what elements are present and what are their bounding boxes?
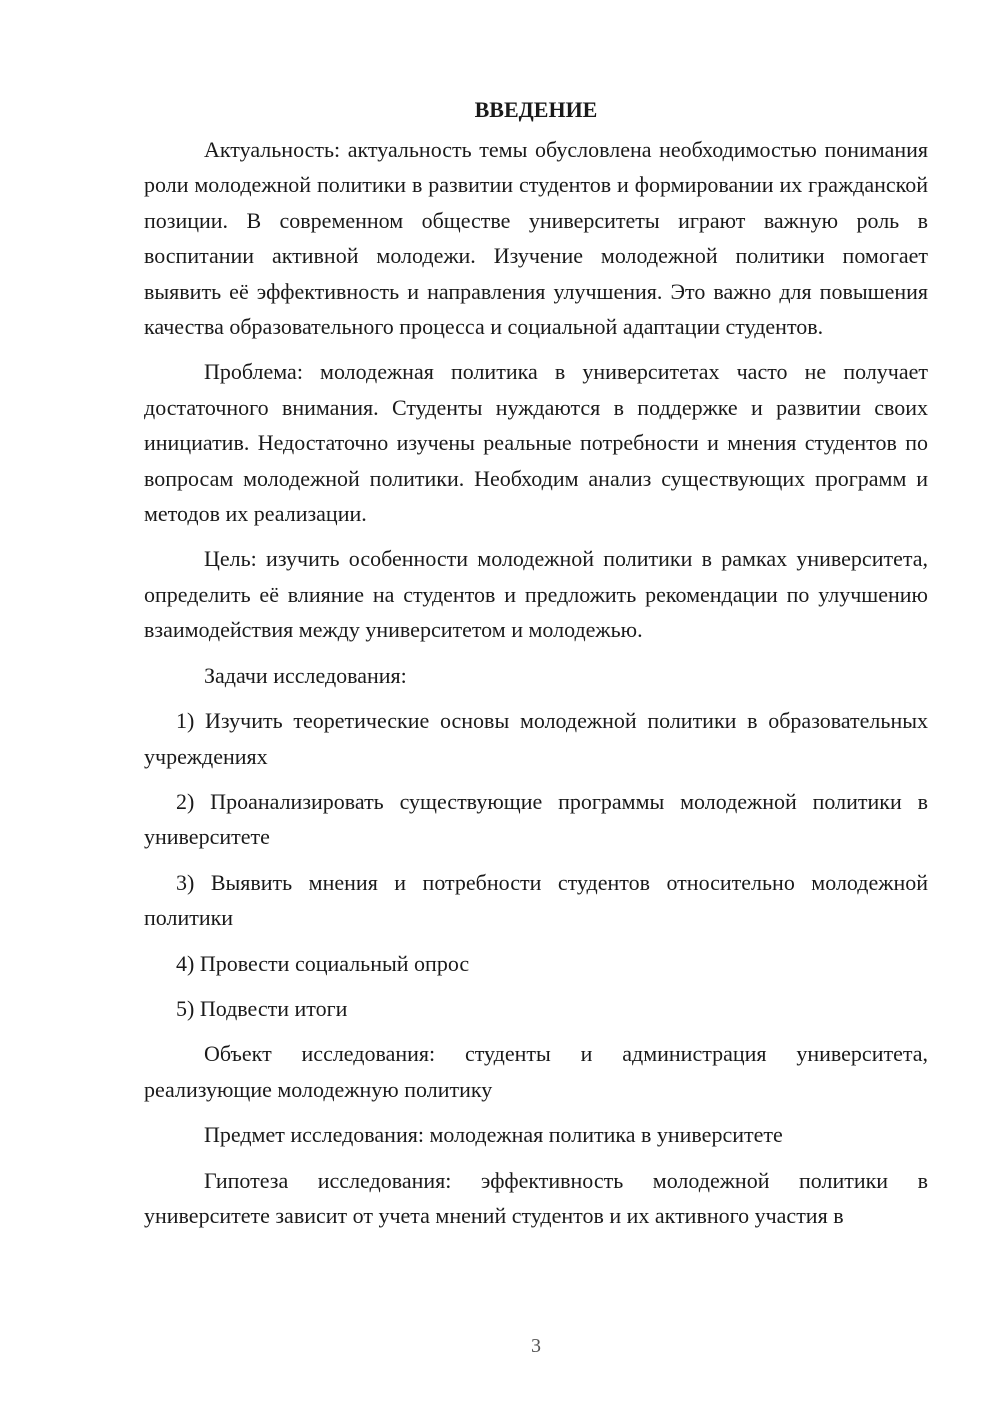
paragraph-object: Объект исследования: студенты и администрация университета, реализующие молодежную политику [144,1041,928,1102]
paragraph-relevance: Актуальность: актуальность темы обусловлена необходимостью понимания роли молодежной политики в развитии студентов и формировании их гражданской позиции. В современном обществе университеты играют важную роль в воспитании активной молодежи. Изучение молодежной политики помогает выявить её эффективность и направления улучшения. Это важно для повышения качества образовательного процесса и социальной адаптации студентов. [144,137,928,340]
section-heading: ВВЕДЕНИЕ [474,97,598,122]
paragraph-goal: Цель: изучить особенности молодежной политики в рамках университета, определить её влияние на студентов и предложить рекомендации по улучшению взаимодействия между университетом и молодежью. [144,546,928,643]
task-item-2: 2) Проанализировать существующие программы молодежной политики в университете [144,788,928,850]
paragraph-subject: Предмет исследования: молодежная политика в университете [204,1122,783,1148]
task-item-1: 1) Изучить теоретические основы молодежной политики в образовательных учреждениях [144,708,928,769]
paragraph-problem: Проблема: молодежная политика в университетах часто не получает достаточного внимания. Студенты нуждаются в поддержке и развитии своих инициатив. Недостаточно изучены реальные потребности и мнения студентов по вопросам молодежной политики. Необходим анализ существующих программ и методов их реализации. [144,359,928,527]
document-page [144,92,928,1233]
task-item-4: 4) Провести социальный опрос [176,950,470,976]
page-number: 3 [531,1335,541,1357]
task-item-5: 5) Подвести итоги [176,995,348,1021]
paragraph-hypothesis: Гипотеза исследования: эффективность молодежной политики в университете зависит от учета мнений студентов и их активного участия в [144,1167,928,1228]
tasks-title: Задачи исследования: [204,662,407,688]
task-item-3: 3) Выявить мнения и потребности студентов относительно молодежной политики [144,869,928,931]
